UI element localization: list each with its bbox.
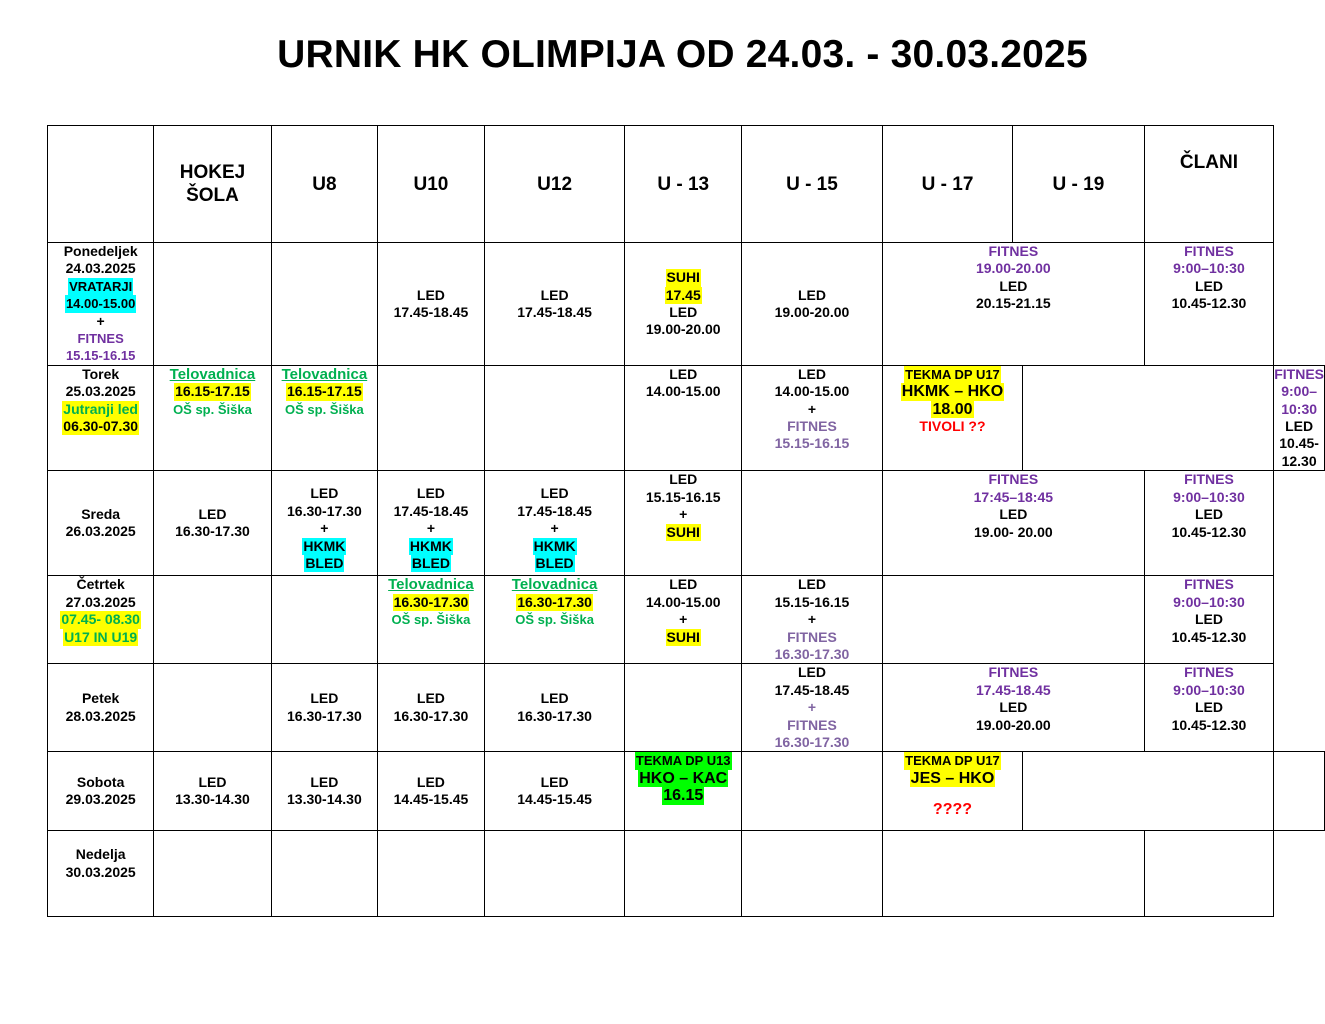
header-hokej-sola xyxy=(154,126,271,243)
cell-line: 17.45-18.45 xyxy=(975,681,1051,698)
cell-line: TEKMA DP U13 xyxy=(635,753,731,769)
cell-line: LED xyxy=(416,485,445,502)
cell-empty xyxy=(625,664,741,752)
cell-thu-u15 xyxy=(741,576,882,664)
cell-empty xyxy=(741,471,882,576)
cell-empty xyxy=(154,243,271,366)
cell-line: 16.30-17.30 xyxy=(517,593,592,610)
cell-line: LED xyxy=(310,773,339,790)
cell-empty xyxy=(484,831,625,917)
cell-line: LED xyxy=(999,506,1028,523)
cell-line: 10.45-12.30 xyxy=(1171,716,1247,733)
cell-line: LED xyxy=(198,773,227,790)
cell-line: 19.00-20.00 xyxy=(645,321,721,338)
day-note: 07.45- 08.30 xyxy=(61,611,140,628)
cell-empty xyxy=(154,576,271,664)
cell-line: Telovadnica xyxy=(281,365,368,383)
header-u12: U12 xyxy=(484,126,625,243)
header-label: HOKEJ ŠOLA xyxy=(179,162,246,206)
cell-line: + xyxy=(320,520,329,537)
cell-line: LED xyxy=(797,664,826,681)
cell-wed-u8 xyxy=(271,471,378,576)
cell-line: LED xyxy=(797,365,826,382)
cell-empty xyxy=(271,831,378,917)
cell-tue-u17 xyxy=(882,365,1022,470)
cell-line: LED xyxy=(669,471,698,488)
cell-empty xyxy=(154,664,271,752)
cell-line: 14.00-15.00 xyxy=(774,383,850,400)
day-cell xyxy=(48,831,154,917)
cell-empty xyxy=(378,365,485,470)
cell-thu-u10 xyxy=(378,576,485,664)
cell-line: 13.30-14.30 xyxy=(175,791,250,808)
cell-line: 19.00-20.00 xyxy=(975,260,1051,277)
day-cell xyxy=(48,576,154,664)
cell-line: OŠ sp. Šiška xyxy=(173,401,252,417)
cell-wed-u17-u19 xyxy=(882,471,1144,576)
cell-line: HKMK xyxy=(409,537,452,554)
cell-thu-u12 xyxy=(484,576,625,664)
cell-tue-u8 xyxy=(271,365,378,470)
cell-line: 9:00–10:30 xyxy=(1173,593,1245,610)
cell-line: FITNES xyxy=(1184,471,1234,488)
cell-line: BLED xyxy=(305,554,344,571)
cell-line: 14.00-15.00 xyxy=(645,593,721,610)
cell-line: BLED xyxy=(411,554,450,571)
cell-sat-u17 xyxy=(882,752,1022,831)
cell-empty xyxy=(1023,365,1274,470)
cell-line: 16.30-17.30 xyxy=(393,593,469,610)
cell-line: FITNES xyxy=(1184,243,1234,259)
cell-line: 20.15-21.15 xyxy=(975,295,1051,312)
cell-empty xyxy=(154,831,271,917)
cell-line: 19.00- 20.00 xyxy=(974,523,1053,540)
cell-line: FITNES xyxy=(1274,365,1324,382)
header-clani: ČLANI xyxy=(1144,126,1274,243)
day-date: 27.03.2025 xyxy=(65,593,136,610)
cell-line: TIVOLI ?? xyxy=(919,418,986,435)
cell-line: 16.15-17.15 xyxy=(175,383,250,400)
cell-line: LED xyxy=(1194,699,1223,716)
cell-line: SUHI xyxy=(666,269,700,286)
cell-line: LED xyxy=(1194,277,1223,294)
cell-line: LED xyxy=(416,773,445,790)
cell-wed-u13 xyxy=(625,471,741,576)
day-note: FITNES xyxy=(77,331,124,347)
cell-line: LED xyxy=(1285,418,1314,435)
day-name: Petek xyxy=(81,690,120,707)
day-cell xyxy=(48,471,154,576)
cell-line: 15.15-16.15 xyxy=(774,593,850,610)
day-note: 15.15-16.15 xyxy=(65,348,136,364)
cell-line: 9:00–10:30 xyxy=(1173,488,1245,505)
day-cell xyxy=(48,752,154,831)
cell-line: 16.30-17.30 xyxy=(287,707,362,724)
cell-line: LED xyxy=(669,303,698,320)
cell-line: FITNES xyxy=(988,243,1039,259)
cell-line: HKMK – HKO xyxy=(901,383,1004,401)
cell-line: BLED xyxy=(535,554,574,571)
cell-line: + xyxy=(426,520,436,537)
cell-line: LED xyxy=(1194,506,1223,523)
cell-wed-clani xyxy=(1144,471,1274,576)
cell-line: 17:45–18:45 xyxy=(973,488,1054,505)
cell-sat-u12 xyxy=(484,752,625,831)
cell-line: 10.45-12.30 xyxy=(1171,628,1247,645)
cell-line: SUHI xyxy=(666,523,700,540)
cell-line: TEKMA DP U17 xyxy=(905,366,1000,382)
cell-line: + xyxy=(807,400,817,417)
cell-sat-u10 xyxy=(378,752,485,831)
schedule-table xyxy=(47,125,1325,917)
cell-sat-u8 xyxy=(271,752,378,831)
cell-line: 15.15-16.15 xyxy=(774,435,850,452)
cell-line: 19.00-20.00 xyxy=(975,716,1051,733)
cell-line: 17.45 xyxy=(665,286,701,303)
day-date: 26.03.2025 xyxy=(65,523,136,540)
cell-thu-clani xyxy=(1144,576,1274,664)
cell-line: ???? xyxy=(932,801,973,819)
day-date: 30.03.2025 xyxy=(65,863,136,880)
cell-mon-u10 xyxy=(378,243,485,366)
cell-empty xyxy=(271,576,378,664)
day-name: Torek xyxy=(82,365,120,382)
cell-line: OŠ sp. Šiška xyxy=(515,612,594,628)
day-date: 24.03.2025 xyxy=(65,260,136,277)
cell-line: OŠ sp. Šiška xyxy=(391,612,471,628)
cell-mon-u17-u19 xyxy=(882,243,1144,366)
day-note: + xyxy=(96,312,105,329)
cell-line: 16.15-17.15 xyxy=(287,383,362,400)
cell-mon-u13 xyxy=(625,243,741,366)
cell-line: 16.30-17.30 xyxy=(517,707,592,724)
cell-mon-clani xyxy=(1144,243,1274,366)
cell-empty xyxy=(882,576,1144,664)
day-name: Sobota xyxy=(76,773,125,790)
cell-fri-u17-u19 xyxy=(882,664,1144,752)
cell-tue-u15 xyxy=(741,365,882,470)
cell-line: 16.30-17.30 xyxy=(175,523,250,540)
cell-line: LED xyxy=(669,576,698,593)
day-note: 06.30-07.30 xyxy=(63,418,139,435)
cell-line: LED xyxy=(669,365,698,382)
cell-line: LED xyxy=(1194,611,1223,628)
cell-fri-u15 xyxy=(741,664,882,752)
cell-empty xyxy=(882,831,1144,917)
cell-line: Telovadnica xyxy=(388,576,474,594)
cell-sat-u13 xyxy=(625,752,741,831)
cell-line: LED xyxy=(198,505,227,522)
cell-tue-clani xyxy=(1274,365,1325,470)
cell-line: FITNES xyxy=(787,716,837,733)
header-u13: U - 13 xyxy=(625,126,741,243)
day-note: Jutranji led xyxy=(63,400,138,417)
cell-line: LED xyxy=(416,286,445,303)
day-cell xyxy=(48,664,154,752)
cell-empty xyxy=(1274,752,1325,831)
row-saturday xyxy=(48,752,1325,831)
header-u10: U10 xyxy=(378,126,485,243)
day-name: Ponedeljek xyxy=(63,243,138,259)
cell-line: 17.45-18.45 xyxy=(393,303,469,320)
header-row xyxy=(48,126,1325,243)
cell-line: + xyxy=(807,611,817,628)
cell-line: 9:00–10:30 xyxy=(1173,681,1245,698)
cell-line: FITNES xyxy=(1184,576,1234,593)
row-wednesday xyxy=(48,471,1325,576)
cell-line: HKMK xyxy=(303,537,346,554)
cell-empty xyxy=(1023,752,1274,831)
row-friday xyxy=(48,664,1325,752)
cell-line: 17.45-18.45 xyxy=(393,502,469,519)
cell-line: FITNES xyxy=(988,471,1039,488)
page-title: URNIK HK OLIMPIJA OD 24.03. - 30.03.2025 xyxy=(277,33,1088,76)
cell-line: Telovadnica xyxy=(169,365,256,383)
day-cell xyxy=(48,243,154,366)
cell-line: SUHI xyxy=(666,628,700,645)
cell-line: HKO – KAC xyxy=(639,769,728,787)
cell-line: 10.45-12.30 xyxy=(1171,523,1247,540)
cell-line: 9:00–10:30 xyxy=(1173,260,1245,277)
cell-line: 17.45-18.45 xyxy=(774,681,850,698)
header-u19: U - 19 xyxy=(1013,126,1145,243)
row-thursday xyxy=(48,576,1325,664)
cell-wed-hokej xyxy=(154,471,271,576)
cell-line: LED xyxy=(797,286,826,303)
cell-line: LED xyxy=(540,286,569,303)
cell-line: LED xyxy=(540,690,569,707)
cell-line: 16.15 xyxy=(663,787,704,805)
day-name: Četrtek xyxy=(76,576,125,593)
cell-mon-u12 xyxy=(484,243,625,366)
cell-line: HKMK xyxy=(533,537,576,554)
cell-empty xyxy=(625,831,741,917)
cell-line: + xyxy=(550,520,559,537)
cell-fri-u8 xyxy=(271,664,378,752)
day-cell xyxy=(48,365,154,470)
cell-sat-hokej xyxy=(154,752,271,831)
cell-wed-u12 xyxy=(484,471,625,576)
cell-line: 16.30-17.30 xyxy=(774,733,850,750)
cell-line: 15.15-16.15 xyxy=(645,488,721,505)
cell-line: 14.00-15.00 xyxy=(645,383,721,400)
cell-line: 16.30-17.30 xyxy=(393,707,469,724)
cell-line: LED xyxy=(540,773,569,790)
header-u8: U8 xyxy=(271,126,378,243)
cell-line: 18.00 xyxy=(932,400,973,418)
header-u15: U - 15 xyxy=(741,126,882,243)
row-tuesday xyxy=(48,365,1325,470)
day-date: 28.03.2025 xyxy=(65,707,136,724)
cell-line: + xyxy=(679,506,688,523)
cell-line: 13.30-14.30 xyxy=(287,791,362,808)
cell-empty xyxy=(1144,831,1274,917)
cell-line: 17.45-18.45 xyxy=(517,303,592,320)
cell-empty xyxy=(741,752,882,831)
cell-line: FITNES xyxy=(787,628,837,645)
cell-empty xyxy=(271,243,378,366)
day-note: VRATARJI xyxy=(69,278,133,294)
cell-line: 16.30-17.30 xyxy=(287,502,362,519)
cell-line: LED xyxy=(999,277,1028,294)
cell-line: LED xyxy=(999,699,1028,716)
cell-line: 10.45-12.30 xyxy=(1171,295,1247,312)
cell-mon-u15 xyxy=(741,243,882,366)
day-date: 25.03.2025 xyxy=(65,383,136,400)
cell-line: FITNES xyxy=(988,664,1039,681)
cell-line: 19.00-20.00 xyxy=(774,303,850,320)
cell-line: 16.30-17.30 xyxy=(774,645,850,662)
cell-line: JES – HKO xyxy=(910,769,995,787)
cell-thu-u13 xyxy=(625,576,741,664)
day-name: Sreda xyxy=(81,505,121,522)
cell-fri-clani xyxy=(1144,664,1274,752)
cell-line: OŠ sp. Šiška xyxy=(285,401,364,417)
cell-line: + xyxy=(807,699,817,716)
day-name: Nedelja xyxy=(75,846,126,863)
header-cell-empty xyxy=(48,126,154,243)
cell-line: LED xyxy=(310,485,339,502)
cell-line: FITNES xyxy=(787,418,837,435)
cell-line: 17.45-18.45 xyxy=(517,502,592,519)
cell-line: + xyxy=(679,611,688,628)
cell-line: 9:00–10:30 xyxy=(1281,383,1318,417)
cell-fri-u12 xyxy=(484,664,625,752)
cell-line: TEKMA DP U17 xyxy=(905,753,1000,769)
header-u17: U - 17 xyxy=(882,126,1012,243)
cell-line: Telovadnica xyxy=(511,576,598,594)
day-note: U17 IN U19 xyxy=(64,628,138,645)
cell-wed-u10 xyxy=(378,471,485,576)
cell-empty xyxy=(378,831,485,917)
cell-line: 14.45-15.45 xyxy=(517,791,592,808)
cell-line: LED xyxy=(416,690,445,707)
day-date: 29.03.2025 xyxy=(65,791,136,808)
cell-line: 14.45-15.45 xyxy=(393,791,469,808)
cell-line: LED xyxy=(540,485,569,502)
cell-line: LED xyxy=(310,690,339,707)
cell-line: LED xyxy=(797,576,826,593)
row-monday xyxy=(48,243,1325,366)
cell-empty xyxy=(741,831,882,917)
day-note: 14.00-15.00 xyxy=(65,296,136,312)
cell-fri-u10 xyxy=(378,664,485,752)
row-sunday xyxy=(48,831,1325,917)
cell-line: 10.45-12.30 xyxy=(1279,435,1319,469)
cell-tue-u13 xyxy=(625,365,741,470)
cell-line: FITNES xyxy=(1184,664,1234,681)
cell-empty xyxy=(484,365,625,470)
cell-tue-hokej xyxy=(154,365,271,470)
